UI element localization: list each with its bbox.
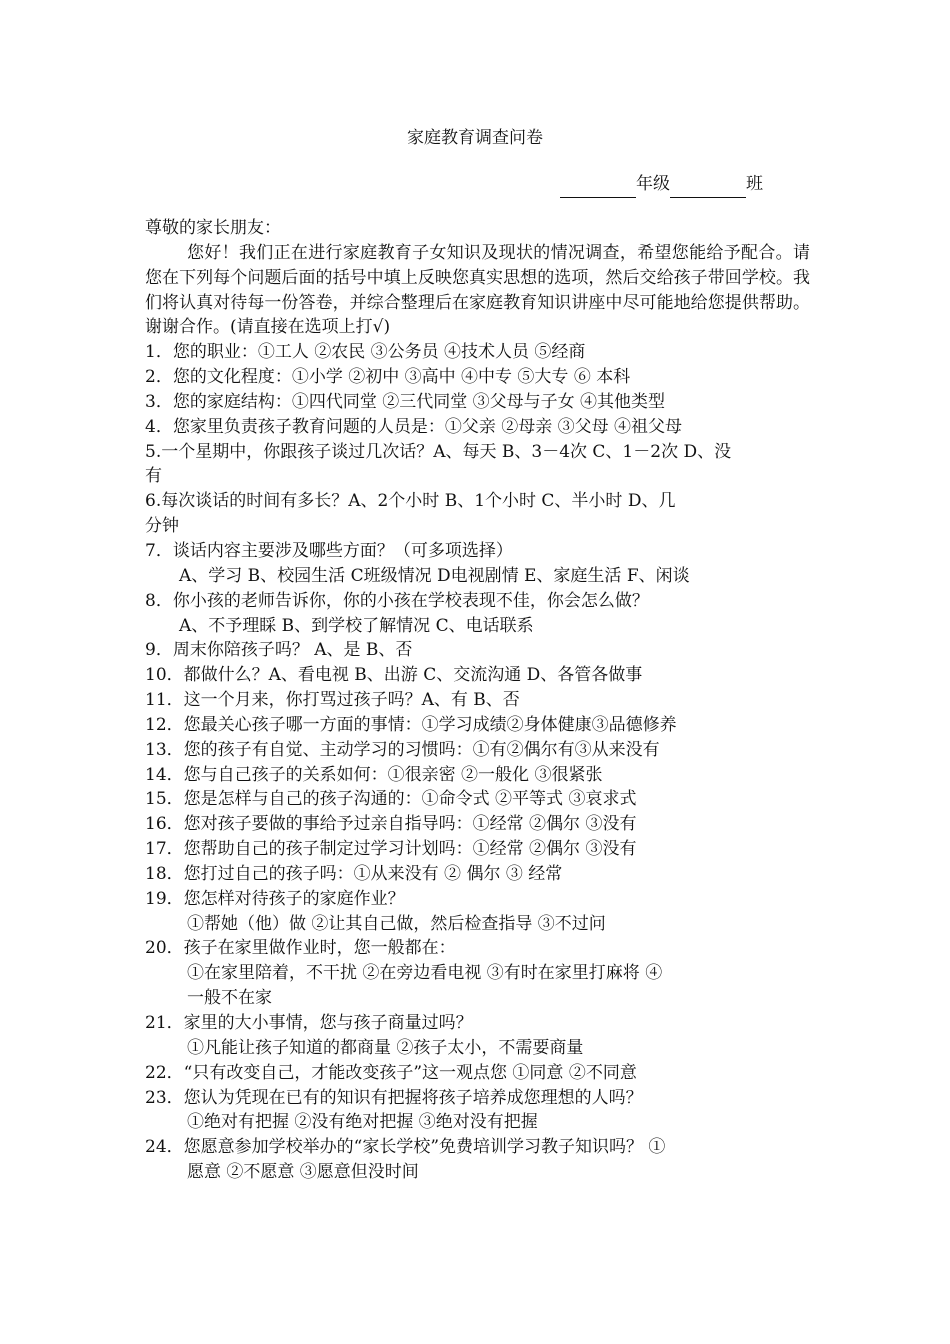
question-7-options: A、学习 B、校园生活 C班级情况 D电视剧情 E、家庭生活 F、闲谈 — [179, 565, 690, 586]
question-9: 9．周末你陪孩子吗？ A、是 B、否 — [145, 640, 413, 661]
class-blank — [670, 177, 746, 198]
question-12: 12．您最关心孩子哪一方面的事情：①学习成绩②身体健康③品德修养 — [145, 714, 677, 735]
question-4: 4．您家里负责孩子教育问题的人员是：①父亲 ②母亲 ③父母 ④祖父母 — [145, 416, 683, 437]
question-8-options: A、不予理睬 B、到学校了解情况 C、电话联系 — [179, 615, 534, 636]
questionnaire-body — [145, 216, 810, 1185]
question-22: 22．“只有改变自己，才能改变孩子”这一观点您 ①同意 ②不同意 — [145, 1062, 637, 1083]
question-23: 23．您认为凭现在已有的知识有把握将孩子培养成您理想的人吗？ — [145, 1087, 643, 1108]
question-21-options: ①凡能让孩子知道的都商量 ②孩子太小，不需要商量 — [187, 1037, 584, 1058]
question-23-options: ①绝对有把握 ②没有绝对把握 ③绝对没有把握 — [187, 1112, 538, 1133]
question-10: 10．都做什么？A、看电视 B、出游 C、交流沟通 D、各管各做事 — [145, 665, 643, 686]
grade-class-line — [560, 170, 763, 198]
greeting: 尊敬的家长朋友： — [145, 218, 281, 238]
question-16: 16．您对孩子要做的事给予过亲自指导吗：①经常 ②偶尔 ③没有 — [145, 814, 637, 835]
question-20: 20．孩子在家里做作业时，您一般都在： — [145, 938, 456, 959]
question-6: 6.每次谈话的时间有多长？A、2个小时 B、1个小时 C、半小时 D、几 — [145, 491, 676, 512]
question-2: 2．您的文化程度：①小学 ②初中 ③高中 ④中专 ⑤大专 ⑥ 本科 — [145, 367, 631, 388]
intro-paragraph: 您好！我们正在进行家庭教育子女知识及现状的情况调查，希望您能给予配合。请您在下列每个问题后面的括号中填上反映您真实思想的选项，然后交给孩子带回学校。我们将认真对待每一份答卷，并综合整理后在家庭教育知识讲座中尽可能地给您提供帮助。谢谢合作。(请直接在选项上打√) — [145, 242, 810, 338]
question-21: 21．家里的大小事情，您与孩子商量过吗？ — [145, 1013, 473, 1033]
class-label: 班 — [746, 174, 763, 194]
question-13: 13．您的孩子有自觉、主动学习的习惯吗：①有②偶尔有③从来没有 — [145, 739, 660, 760]
question-3: 3．您的家庭结构：①四代同堂 ②三代同堂 ③父母与子女 ④其他类型 — [145, 391, 666, 412]
grade-blank — [560, 177, 636, 198]
question-24: 24．您愿意参加学校举办的“家长学校”免费培训学习教子知识吗？ ① — [145, 1137, 666, 1158]
question-19: 19．您怎样对待孩子的家庭作业？ — [145, 888, 405, 909]
question-18: 18．您打过自己的孩子吗：①从来没有 ② 偶尔 ③ 经常 — [145, 863, 563, 884]
question-20-options: ①在家里陪着，不干扰 ②在旁边看电视 ③有时在家里打麻将 ④ — [187, 963, 663, 984]
question-14: 14．您与自己孩子的关系如何：①很亲密 ②一般化 ③很紧张 — [145, 764, 603, 785]
grade-label: 年级 — [636, 174, 670, 194]
question-11: 11．这一个月来，你打骂过孩子吗？A、有 B、否 — [145, 690, 520, 711]
question-6-cont: 分钟 — [145, 516, 179, 537]
question-8: 8．你小孩的老师告诉你，你的小孩在学校表现不佳，你会怎么做？ — [145, 590, 649, 611]
page-title: 家庭教育调查问卷 — [407, 128, 543, 148]
question-5: 5.一个星期中，你跟孩子谈过几次话？A、每天 B、3－4次 C、1－2次 D、没 — [145, 441, 732, 462]
question-17: 17．您帮助自己的孩子制定过学习计划吗：①经常 ②偶尔 ③没有 — [145, 839, 637, 860]
question-24-options: 愿意 ②不愿意 ③愿意但没时间 — [187, 1162, 419, 1183]
question-19-options: ①帮她（他）做 ②让其自己做，然后检查指导 ③不过问 — [187, 913, 606, 934]
question-15: 15．您是怎样与自己的孩子沟通的：①命令式 ②平等式 ③哀求式 — [145, 789, 637, 810]
question-5-cont: 有 — [145, 466, 162, 487]
question-7: 7．谈话内容主要涉及哪些方面？（可多项选择） — [145, 540, 513, 561]
question-1: 1．您的职业：①工人 ②农民 ③公务员 ④技术人员 ⑤经商 — [145, 342, 586, 363]
question-20-options-cont: 一般不在家 — [187, 988, 272, 1009]
